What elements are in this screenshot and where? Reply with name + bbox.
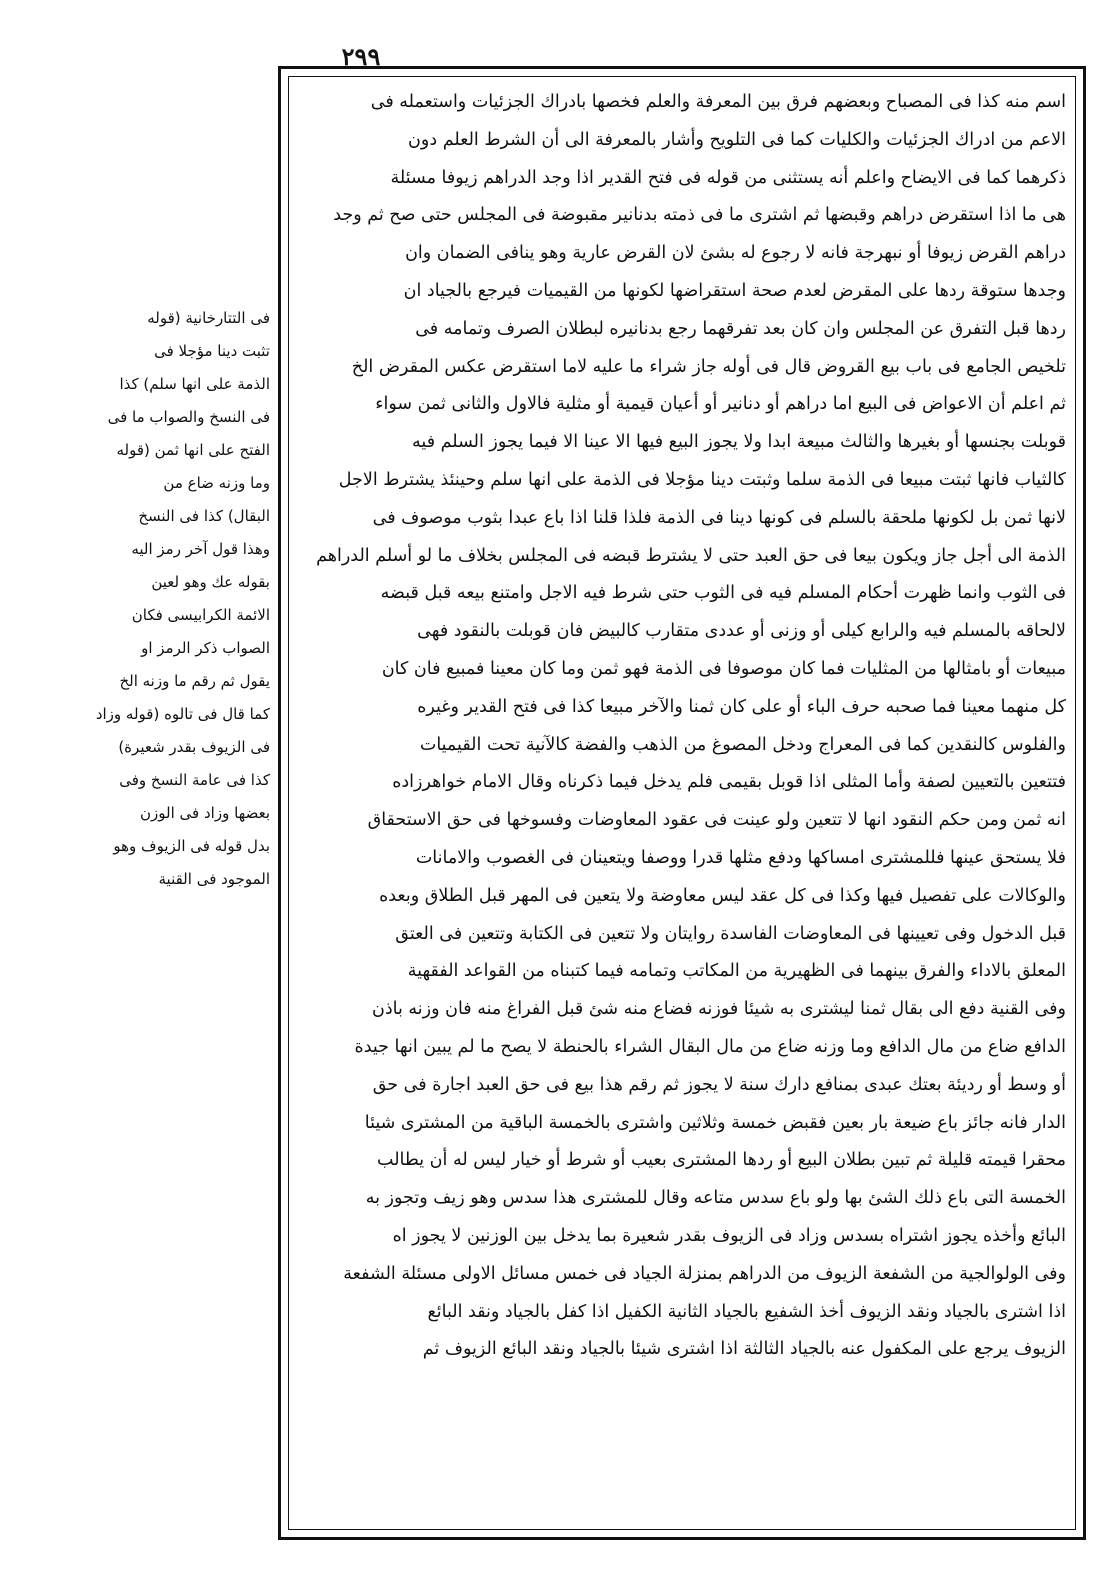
text-line: محقرا قيمته قليلة ثم تبين بطلان البيع أو ردها المشترى بعيب أو شرط أو خيار ليس له أن يطالب — [377, 1150, 1066, 1171]
text-line: اذا اشترى بالجياد ونقد الزيوف أخذ الشفيع بالجياد الثانية الكفيل اذا كفل بالجياد ونقد البائع — [427, 1301, 1066, 1322]
text-line: لالحاقه بالمسلم فيه والرابع كيلى أو وزنى أو عددى متقارب كالبيض فان قوبلت بالنقود فهى — [417, 621, 1066, 642]
text-line: فلا يستحق عينها فللمشترى امساكها ودفع مثلها قدرا ووصفا ويتعينان فى الغصوب والامانات — [415, 847, 1066, 868]
margin-note-line: كذا فى عامة النسخ وفى — [119, 771, 270, 789]
margin-note-line: وما وزنه ضاع من — [163, 474, 270, 492]
text-line: ردها قبل التفرق عن المجلس وان كان بعد تفرقهما رجع بدنانيره لبطلان الصرف وتمامه فى — [415, 318, 1066, 339]
text-line: دراهم القرض زيوفا أو نبهرجة فانه لا رجوع له بشئ لان القرض عارية وهو ينافى الضمان وان — [405, 243, 1066, 264]
text-line: قبل الدخول وفى تعيينها فى المعاوضات الفاسدة روايتان ولا تتعين فى الكتابة وتتعين فى العتق — [395, 923, 1066, 944]
margin-note-line: الذمة على انها سلم) كذا — [119, 375, 270, 393]
text-line: كل منهما معينا فما صحبه حرف الباء أو على كان ثمنا والآخر مبيعا كذا فى فتح القدير وغيره — [417, 696, 1066, 717]
text-line: تلخيص الجامع فى باب بيع القروض قال فى أوله جاز شراء ما عليه لاما استقرض عكس المقرض الخ — [351, 356, 1066, 377]
margin-note-line: تثبت دينا مؤجلا فى — [154, 342, 270, 360]
margin-note-line: كما قال فى تالوه (قوله وزاد — [95, 705, 270, 723]
text-line: الدار فانه جائز باع ضيعة بار بعين فقبض خمسة وثلاثين واشترى بالخمسة الباقية من المشترى شيئا — [364, 1112, 1066, 1133]
text-line: لانها ثمن بل لكونها ملحقة بالسلم فى كونها دينا فى الذمة فلذا قلنا اذا باع عبدا بثوب موصوف فى — [372, 507, 1066, 528]
text-line: اسم منه كذا فى المصباح وبعضهم فرق بين المعرفة والعلم فخصها بادراك الجزئيات واستعمله فى — [370, 92, 1066, 112]
text-line: البائع وأخذه يجوز اشتراه بسدس وزاد فى الزيوف بقدر شعيرة بما يدخل بين الوزنين لا يجوز اه — [392, 1225, 1066, 1246]
text-line: ذكرهما كما فى الايضاح واعلم أنه يستثنى من قوله فى فتح القدير اذا وجد الدراهم زيوفا مسئلة — [390, 167, 1066, 188]
text-line: مبيعات أو بامثالها من المثليات فما كان موصوفا فى الذمة فهو ثمن وما كان معينا فمبيع فان كان — [381, 658, 1066, 679]
text-line: كالثياب فانها ثبتت مبيعا فى الذمة سلما وثبتت دينا مؤجلا فى الذمة على انها سلم وحينئذ يشترط الاجل — [338, 469, 1066, 490]
margin-note-line: بقوله عك وهو لعين — [151, 573, 270, 591]
text-line: الدافع ضاع من مال الدافع وما وزنه ضاع من مال البقال الشراء بالحنطة لا يصح ما لم يبين انها جيدة — [354, 1036, 1066, 1057]
text-line: وفى الولوالجية من الشفعة الزيوف من الدراهم بمنزلة الجياد فى خمس مسائل الاولى مسئلة الشفعة — [343, 1263, 1066, 1284]
text-line: والفلوس كالنقدين كما فى المعراج ودخل المصوغ من الذهب والفضة كالآنية تحت القيميات — [419, 734, 1066, 755]
margin-note-line: فى النسخ والصواب ما فى — [107, 408, 270, 426]
text-line: الذمة الى أجل جاز ويكون بيعا فى حق العبد حتى لا يشترط قبضه فى المجلس بخلاف ما لو أسلم الدراهم — [316, 545, 1066, 566]
text-line: أو وسط أو رديئة بعتك عبدى بمنافع دارك سنة لا يجوز ثم رقم هذا بيع فى حق العبد اجارة فى حق — [372, 1074, 1066, 1095]
text-line: وجدها ستوقة ردها على المقرض لعدم صحة استقراضها لكونها من القيميات فيرجع بالجياد ان — [403, 280, 1066, 301]
text-line: الزيوف يرجع على المكفول عنه بالجياد الثالثة اذا اشترى شيئا بالجياد ونقد البائع الزيوف ثم — [422, 1339, 1066, 1360]
margin-note-line: الموجود فى القنية — [158, 870, 270, 888]
margin-note-line: فى التتارخانية (قوله — [147, 309, 270, 327]
text-line: فى الثوب وانما ظهرت أحكام المسلم فيه فى الثوب حتى شرط فيه الاجل وامتنع بيعه قبل قبضه — [380, 583, 1066, 604]
text-line: الاعم من ادراك الجزئيات والكليات كما فى التلويح وأشار بالمعرفة الى أن الشرط العلم دون — [408, 129, 1066, 150]
margin-note-line: بدل قوله فى الزيوف وهو — [113, 837, 270, 855]
margin-note-line: يقول ثم رقم ما وزنه الخ — [119, 672, 270, 690]
text-line: ثم اعلم أن الاعواض فى البيع اما دراهم أو دنانير أو أعيان قيمية أو مثلية فالاول والثانى ثمن سواء — [375, 394, 1066, 415]
text-line: الخمسة التى باع ذلك الشئ بها ولو باع سدس متاعه وقال للمشترى هذا سدس وهو زيف وتجوز به — [365, 1188, 1066, 1209]
margin-note-line: البقال) كذا فى النسخ — [138, 507, 270, 525]
margin-note-line: الصواب ذكر الرمز او — [141, 639, 270, 657]
main-text-block — [298, 84, 1066, 1524]
text-line: وفى القنية دفع الى بقال ثمنا ليشترى به شيئا فوزنه فضاع منه شئ قبل الفراغ منه فان وزنه باذن — [371, 999, 1066, 1020]
margin-note — [60, 302, 270, 896]
page-number: ٢٩٩ — [341, 42, 381, 71]
text-line: هى ما اذا استقرض دراهم وقبضها ثم اشترى ما فى ذمته بدنانير مقبوضة فى المجلس حتى صح ثم وجد — [333, 205, 1066, 226]
text-line: المعلق بالاداء والفرق بينهما فى الظهيرية من المكاتب وتمامه فيما كتبناه من القواعد الفقهية — [407, 961, 1066, 982]
text-line: انه ثمن ومن حكم النقود انها لا تتعين ولو عينت فى عقود المعاوضات وفسوخها فى حق الاستحقاق — [367, 810, 1066, 831]
text-line: فتتعين بالتعيين لصفة وأما المثلى اذا قوبل بقيمى فلم يدخل فيما ذكرناه وقال الامام خواهرزاده — [392, 772, 1066, 793]
text-line: والوكالات على تفصيل فيها وكذا فى كل عقد ليس معاوضة ولا يتعين فى المهر قبل الطلاق وبعده — [379, 885, 1066, 906]
text-line: قوبلت بجنسها أو بغيرها والثالث مبيعة ابدا ولا يجوز البيع فيها الا عينا الا فيما يجوز السلم فيه — [412, 432, 1066, 453]
margin-note-line: فى الزيوف بقدر شعيرة) — [118, 738, 270, 756]
margin-note-line: الفتح على انها ثمن (قوله — [116, 441, 270, 459]
margin-note-line: الائمة الكرابيسى فكان — [131, 606, 270, 624]
margin-note-line: وهذا قول آخر رمز اليه — [131, 540, 270, 558]
margin-note-line: بعضها وزاد فى الوزن — [140, 804, 270, 822]
